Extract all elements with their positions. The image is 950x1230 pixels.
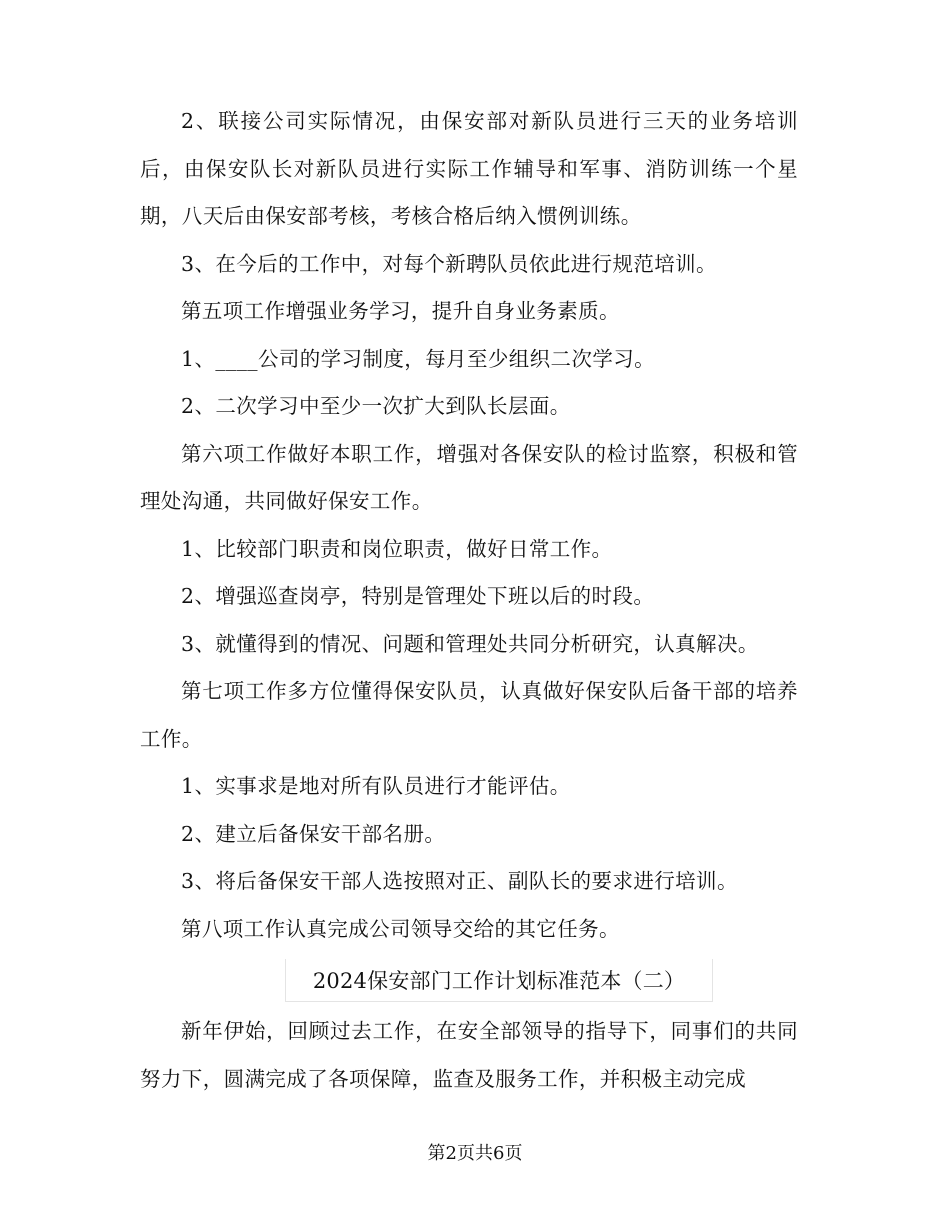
paragraph: 3、将后备保安干部人选按照对正、副队长的要求进行培训。 — [181, 869, 738, 893]
paragraph: 第六项工作做好本职工作，增强对各保安队的检讨监察，积极和管理处沟通，共同做好保安工作。 — [140, 441, 798, 513]
paragraph: 1、____公司的学习制度，每月至少组织二次学习。 — [181, 346, 656, 371]
paragraph: 3、就懂得到的情况、问题和管理处共同分析研究，认真解决。 — [181, 631, 759, 656]
paragraph: 2、联接公司实际情况，由保安部对新队员进行三天的业务培训后，由保安队长对新队员进行实际工作辅导和军事、消防训练一个星期，八天后由保安部考核，考核合格后纳入惯例训练。 — [140, 109, 798, 228]
paragraph: 1、比较部门职责和岗位职责，做好日常工作。 — [181, 536, 613, 561]
section-title-wrapper — [140, 953, 798, 1008]
paragraph: 第八项工作认真完成公司领导交给的其它任务。 — [181, 916, 620, 941]
paragraph: 第七项工作多方位懂得保安队员，认真做好保安队后备干部的培养工作。 — [140, 679, 798, 751]
document-body — [140, 98, 798, 1103]
paragraph: 3、在今后的工作中，对每个新聘队员依此进行规范培训。 — [181, 251, 717, 276]
paragraph: 第五项工作增强业务学习，提升自身业务素质。 — [181, 299, 620, 323]
paragraph: 新年伊始，回顾过去工作，在安全部领导的指导下，同事们的共同努力下，圆满完成了各项保障，监查及服务工作，并积极主动完成 — [140, 1019, 798, 1091]
paragraph: 1、实事求是地对所有队员进行才能评估。 — [181, 774, 571, 798]
paragraph: 2、二次学习中至少一次扩大到队长层面。 — [181, 394, 571, 418]
section-title: 2024保安部门工作计划标准范本（二） — [285, 959, 713, 1002]
paragraph: 2、增强巡查岗亭，特别是管理处下班以后的时段。 — [181, 584, 655, 608]
paragraph: 2、建立后备保安干部名册。 — [181, 821, 446, 846]
page-number-footer: 第2页共6页 — [427, 1143, 523, 1164]
